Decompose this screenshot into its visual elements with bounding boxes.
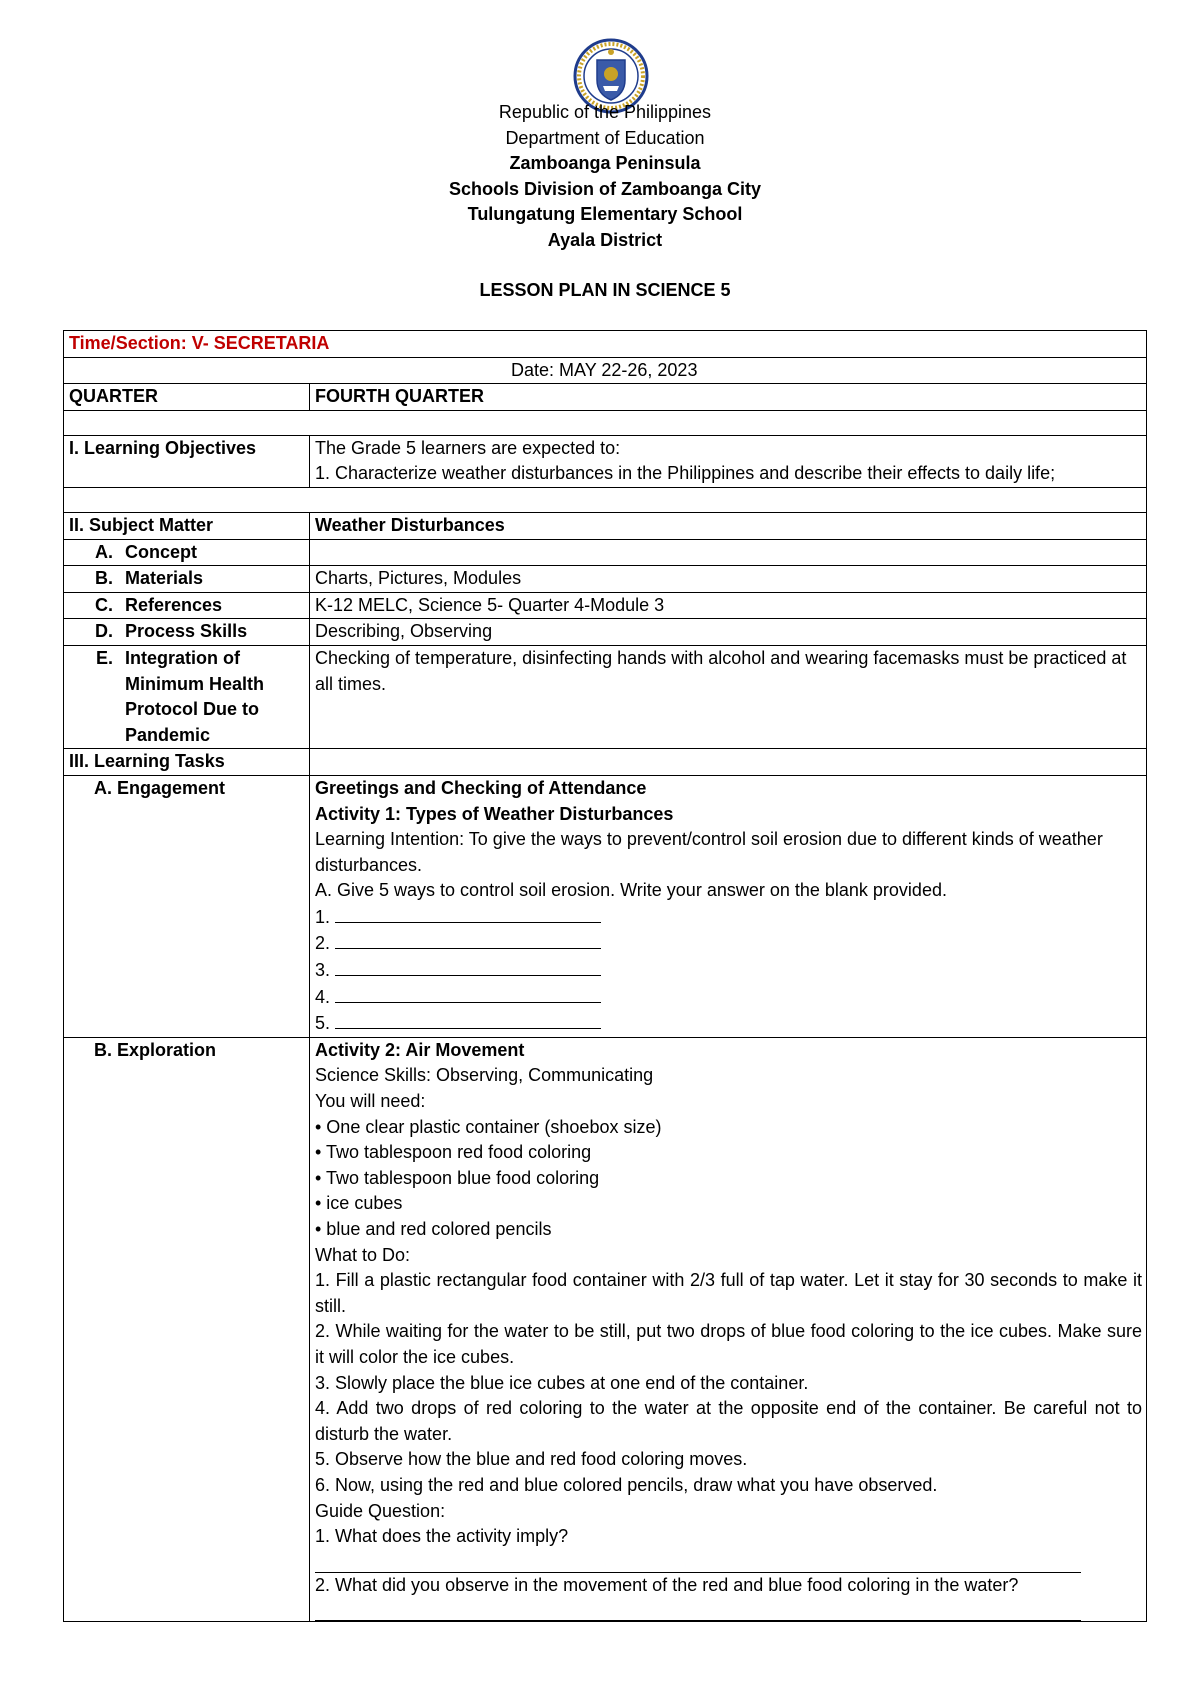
materials-row bbox=[64, 566, 1147, 593]
concept-value bbox=[310, 539, 1147, 566]
engagement-label: A. Engagement bbox=[64, 775, 310, 1037]
quarter-label: QUARTER bbox=[64, 384, 310, 411]
spacer-row bbox=[64, 487, 1147, 512]
materials-letter: B. bbox=[95, 568, 113, 589]
subject-row bbox=[64, 512, 1147, 539]
step-item: 6. Now, using the red and blue colored pencils, draw what you have observed. bbox=[315, 1474, 938, 1495]
process-label: Process Skills bbox=[125, 621, 248, 642]
header-district: Ayala District bbox=[547, 229, 663, 250]
answer-field-1[interactable] bbox=[335, 904, 601, 923]
header-department: Department of Education bbox=[505, 127, 705, 148]
process-letter: D. bbox=[95, 621, 113, 642]
step-item: 3. Slowly place the blue ice cubes at one end of the container. bbox=[315, 1372, 809, 1393]
objectives-intro: The Grade 5 learners are expected to: bbox=[315, 437, 621, 458]
date: Date: MAY 22-26, 2023 bbox=[64, 357, 1147, 384]
learning-tasks-row bbox=[64, 749, 1147, 776]
material-item: • One clear plastic container (shoebox size) bbox=[315, 1116, 662, 1137]
references-value: K-12 MELC, Science 5- Quarter 4-Module 3 bbox=[310, 592, 1147, 619]
process-value: Describing, Observing bbox=[310, 619, 1147, 646]
exploration-row bbox=[64, 1037, 1147, 1621]
concept-label: Concept bbox=[125, 541, 197, 562]
time-section-row bbox=[64, 331, 1147, 358]
subject-label: II. Subject Matter bbox=[64, 512, 310, 539]
spacer-row bbox=[64, 410, 1147, 435]
engagement-content bbox=[310, 775, 1147, 1037]
answer-field-4[interactable] bbox=[335, 984, 601, 1003]
what-to-do: What to Do: bbox=[315, 1244, 411, 1265]
process-skills-row bbox=[64, 619, 1147, 646]
integration-label: Integration of Minimum Health Protocol Due to Pandemic bbox=[125, 647, 265, 745]
quarter-value: FOURTH QUARTER bbox=[310, 384, 1147, 411]
subject-value: Weather Disturbances bbox=[310, 512, 1147, 539]
integration-row bbox=[64, 645, 1147, 748]
quarter-row bbox=[64, 384, 1147, 411]
science-skills: Science Skills: Observing, Communicating bbox=[315, 1065, 654, 1086]
material-item: • blue and red colored pencils bbox=[315, 1219, 552, 1239]
exploration-content bbox=[310, 1037, 1147, 1621]
answer-field-3[interactable] bbox=[335, 957, 601, 976]
answer-blank-5: 5. bbox=[315, 1010, 1142, 1037]
objectives-item: 1. Characterize weather disturbances in the Philippines and describe their effects to daily life; bbox=[315, 463, 1056, 484]
page-title: LESSON PLAN IN SCIENCE 5 bbox=[479, 280, 731, 300]
references-letter: C. bbox=[95, 594, 113, 615]
answer-blank-2: 2. bbox=[315, 930, 1142, 957]
learning-tasks-label: III. Learning Tasks bbox=[64, 749, 310, 776]
step-item: 4. Add two drops of red coloring to the water at the opposite end of the container. Be careful not to disturb the water. bbox=[315, 1398, 1143, 1444]
objectives-row bbox=[64, 435, 1147, 487]
answer-line-2[interactable] bbox=[315, 1598, 1081, 1621]
header-region: Zamboanga Peninsula bbox=[509, 153, 701, 174]
materials-value: Charts, Pictures, Modules bbox=[310, 566, 1147, 593]
header-division: Schools Division of Zamboanga City bbox=[448, 178, 762, 199]
material-item: • Two tablespoon red food coloring bbox=[315, 1142, 592, 1163]
date-row bbox=[64, 357, 1147, 384]
document-header bbox=[0, 100, 1200, 254]
objectives-content bbox=[310, 435, 1147, 487]
material-item: • ice cubes bbox=[315, 1193, 403, 1214]
lesson-plan-table bbox=[63, 330, 1147, 1622]
exploration-label: B. Exploration bbox=[64, 1037, 310, 1621]
learning-intention: Learning Intention: To give the ways to prevent/control soil erosion due to different kinds of weather disturbances. bbox=[315, 829, 1103, 875]
objectives-label: I. Learning Objectives bbox=[64, 435, 310, 487]
step-item: 1. Fill a plastic rectangular food container with 2/3 full of tap water. Let it stay for 30 seconds to make it still. bbox=[315, 1270, 1143, 1316]
guide-question-1: 1. What does the activity imply? bbox=[315, 1526, 569, 1547]
time-section: Time/Section: V- SECRETARIA bbox=[64, 331, 1147, 358]
activity-1-title: Activity 1: Types of Weather Disturbances bbox=[315, 803, 674, 824]
answer-blank-4: 4. bbox=[315, 984, 1142, 1011]
references-label: References bbox=[125, 594, 223, 615]
integration-value: Checking of temperature, disinfecting hands with alcohol and wearing facemasks must be practiced at all times. bbox=[310, 645, 1147, 748]
integration-letter: E. bbox=[95, 647, 113, 668]
guide-question-2: 2. What did you observe in the movement of the red and blue food coloring in the water? bbox=[315, 1574, 1019, 1595]
references-row bbox=[64, 592, 1147, 619]
concept-letter: A. bbox=[95, 541, 113, 562]
answer-field-5[interactable] bbox=[335, 1010, 601, 1029]
answer-field-2[interactable] bbox=[335, 930, 601, 949]
guide-question-heading: Guide Question: bbox=[315, 1500, 446, 1521]
material-item: • Two tablespoon blue food coloring bbox=[315, 1167, 600, 1188]
header-school: Tulungatung Elementary School bbox=[467, 204, 743, 225]
engagement-greeting: Greetings and Checking of Attendance bbox=[315, 777, 647, 798]
concept-row bbox=[64, 539, 1147, 566]
you-will-need: You will need: bbox=[315, 1091, 426, 1112]
answer-blank-3: 3. bbox=[315, 957, 1142, 984]
activity-2-title: Activity 2: Air Movement bbox=[315, 1039, 525, 1060]
answer-line-1[interactable] bbox=[315, 1550, 1081, 1573]
engagement-instruction: A. Give 5 ways to control soil erosion. Write your answer on the blank provided. bbox=[315, 880, 947, 901]
header-country: Republic of the Philippines bbox=[498, 102, 712, 122]
step-item: 5. Observe how the blue and red food coloring moves. bbox=[315, 1449, 748, 1470]
materials-label: Materials bbox=[125, 568, 204, 589]
engagement-row bbox=[64, 775, 1147, 1037]
answer-blank-1: 1. bbox=[315, 904, 1142, 931]
step-item: 2. While waiting for the water to be still, put two drops of blue food coloring to the ice cubes. Make sure it will color the ice cubes. bbox=[315, 1321, 1143, 1367]
